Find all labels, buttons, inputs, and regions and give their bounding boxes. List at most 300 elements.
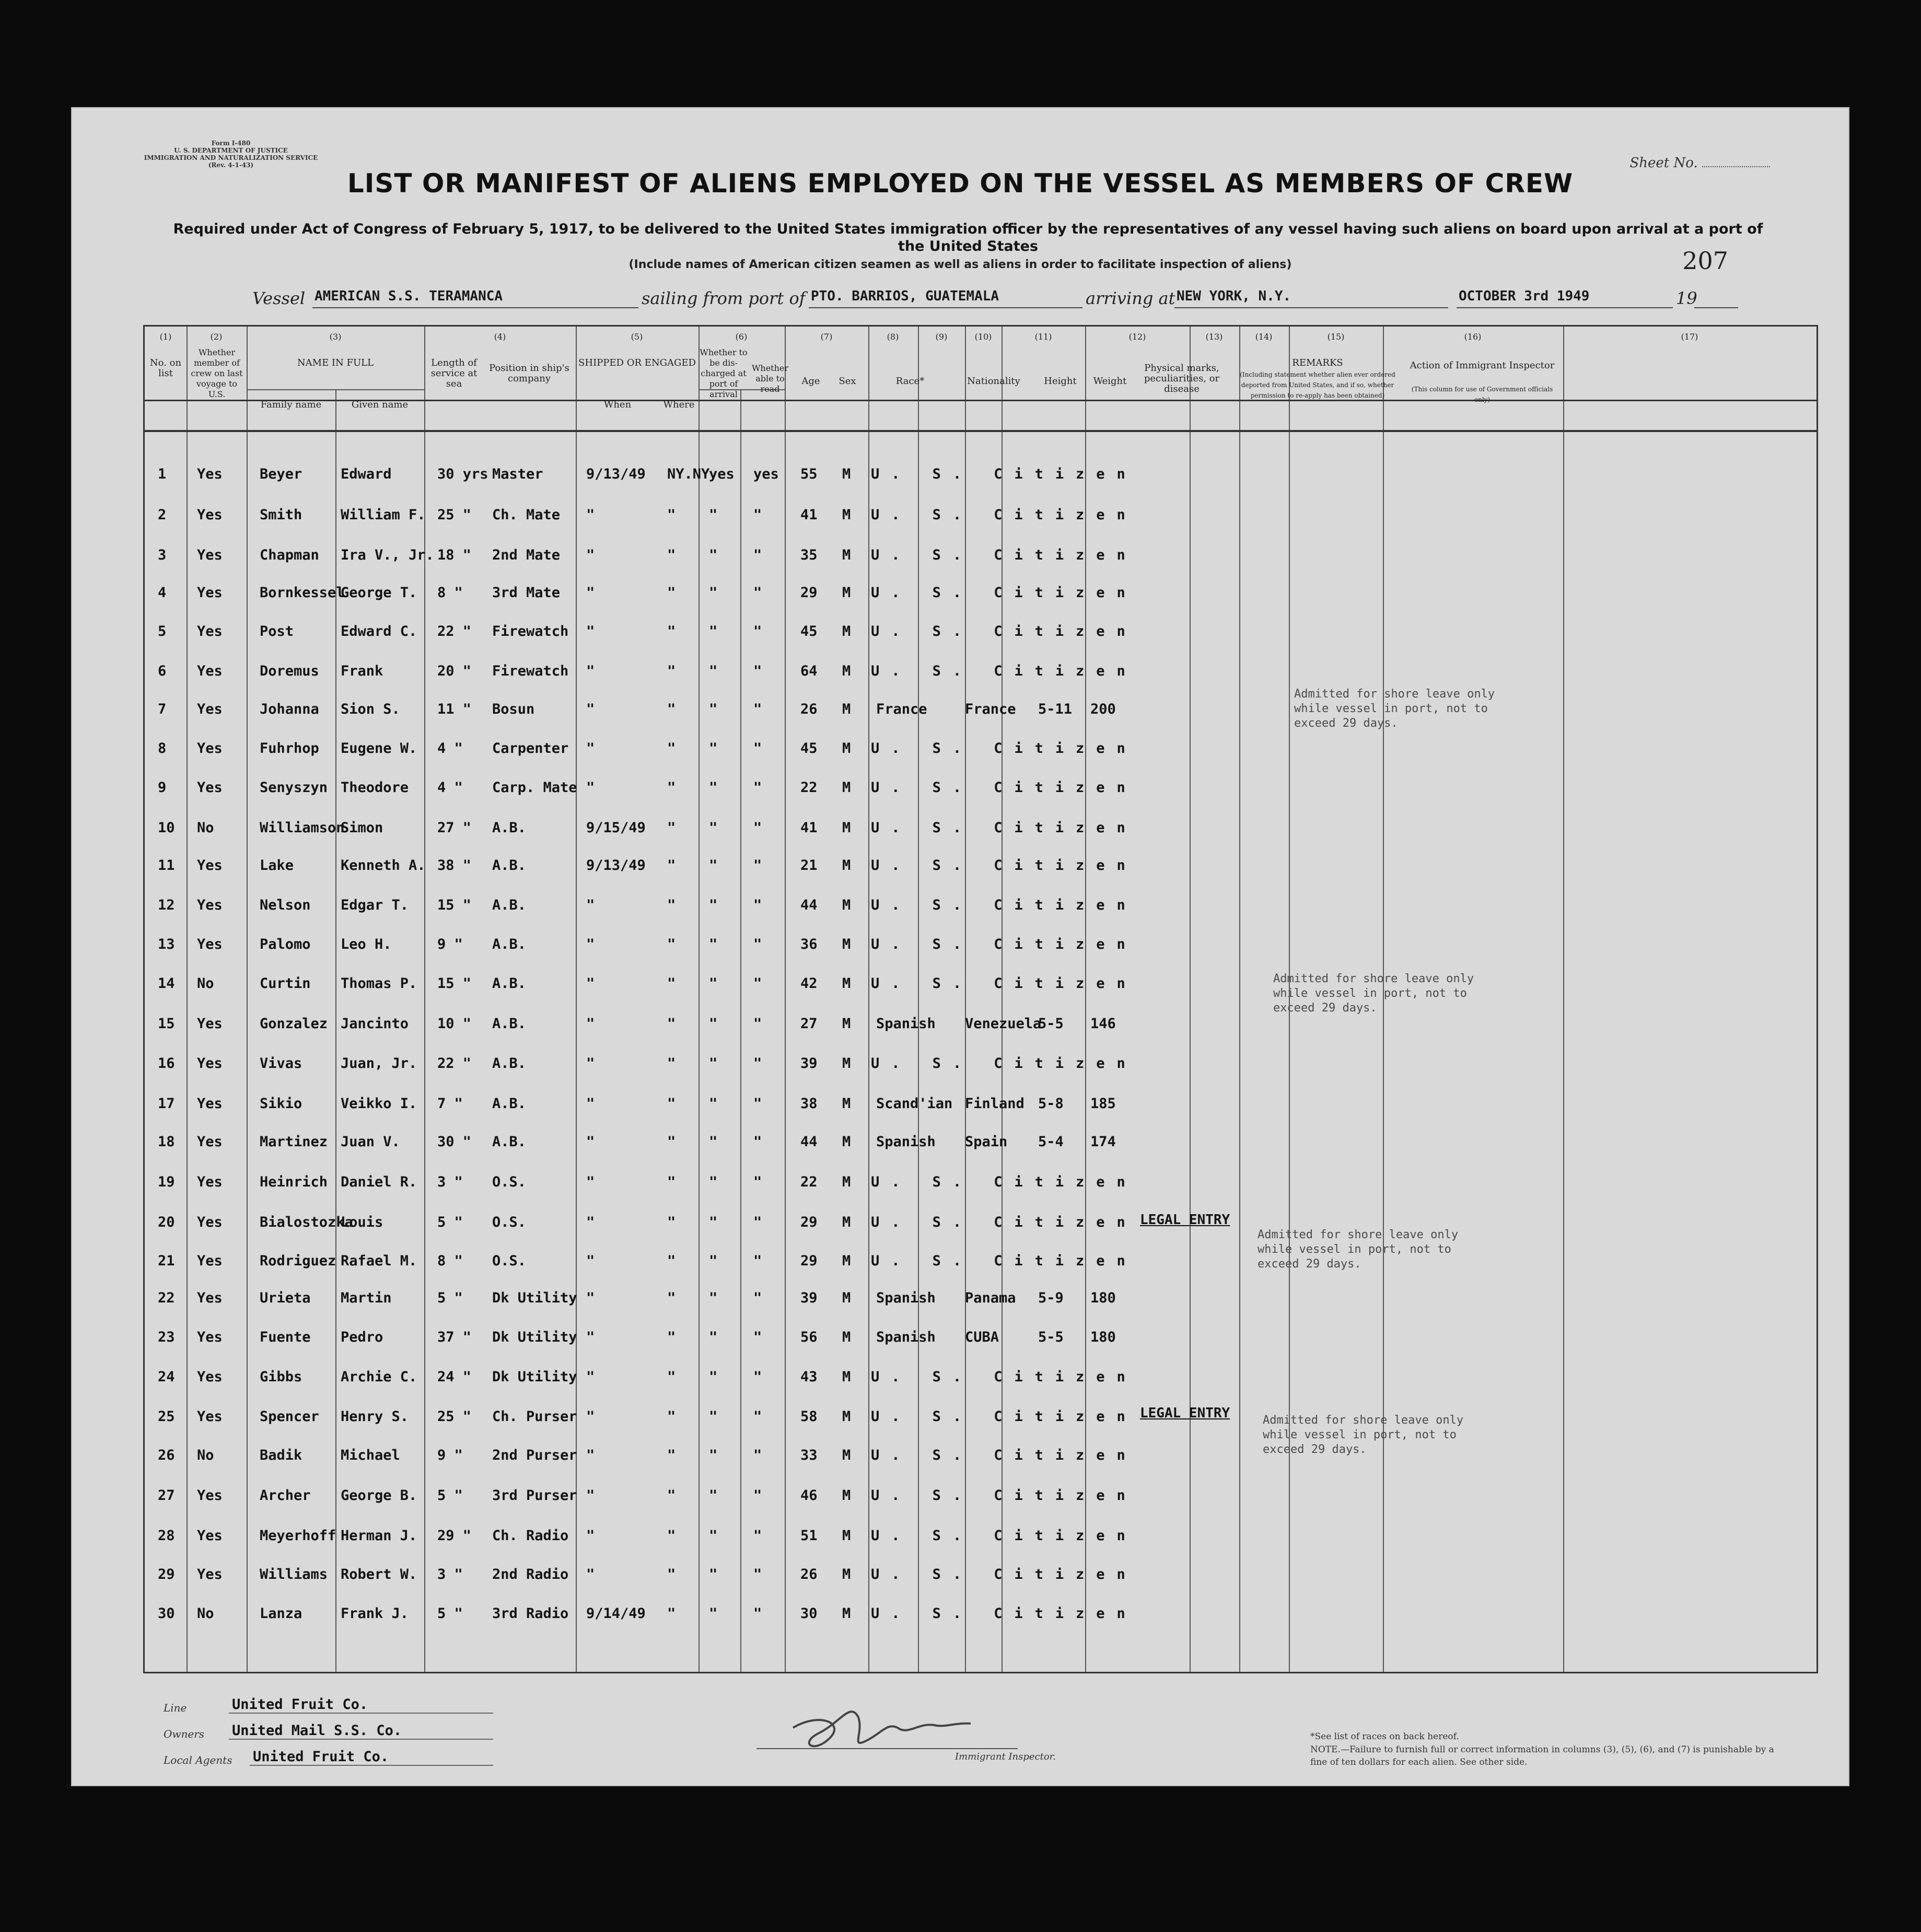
row-number: 1 <box>158 466 167 482</box>
header-action-sub: (This column for use of Government officials only) <box>1411 386 1553 403</box>
shipped-where: " <box>667 820 676 836</box>
crew-member-flag: Yes <box>197 779 223 796</box>
nationality: U. S. Citizen <box>871 1253 1137 1269</box>
arriving-label: arriving at <box>1086 288 1175 308</box>
shipped-where: " <box>667 507 676 523</box>
sex: M <box>842 1174 851 1190</box>
header-name-in-full: NAME IN FULL <box>297 357 374 368</box>
shipped-when: " <box>586 547 595 563</box>
shipped-when: " <box>586 1055 595 1072</box>
age: 64 <box>800 663 818 679</box>
family-name: Senyszyn <box>260 779 328 796</box>
row-number: 9 <box>158 779 167 796</box>
discharge-flag: yes <box>709 466 735 482</box>
age: 43 <box>800 1369 818 1385</box>
crew-member-flag: Yes <box>197 1016 223 1032</box>
family-name: Rodriguez <box>260 1253 336 1269</box>
row-number: 28 <box>158 1528 175 1544</box>
row-number: 20 <box>158 1214 175 1230</box>
service-length: 30 yrs <box>437 466 488 482</box>
age: 38 <box>800 1096 818 1112</box>
weight: 180 <box>1090 1329 1116 1345</box>
nationality: U. S. Citizen <box>871 857 1137 874</box>
service-length: 5 " <box>437 1290 463 1306</box>
service-length: 11 " <box>437 701 472 717</box>
column-number: (9) <box>935 332 948 342</box>
able-to-read: " <box>753 585 762 601</box>
row-number: 8 <box>158 740 167 756</box>
shipped-when: 9/13/49 <box>586 857 646 874</box>
sex: M <box>842 897 851 913</box>
position: O.S. <box>492 1253 527 1269</box>
sex: M <box>842 1409 851 1425</box>
service-length: 4 " <box>437 779 463 796</box>
nationality: U. S. Citizen <box>871 1174 1137 1190</box>
shipped-when: " <box>586 779 595 796</box>
crew-member-flag: Yes <box>197 936 223 952</box>
position: 3rd Radio <box>492 1605 569 1622</box>
race: Scand'ian <box>876 1096 953 1112</box>
sex: M <box>842 857 851 874</box>
discharge-flag: " <box>709 1605 718 1622</box>
column-rule <box>1563 327 1564 1672</box>
service-length: 18 " <box>437 547 472 563</box>
shipped-where: " <box>667 1409 676 1425</box>
sailing-label: sailing from port of <box>642 288 806 308</box>
family-name: Fuhrhop <box>260 740 319 756</box>
shipped-when: " <box>586 1447 595 1463</box>
sex: M <box>842 1487 851 1504</box>
given-name: Sion S. <box>341 701 400 717</box>
given-name: Jancinto <box>341 1016 409 1032</box>
inspector-signature <box>746 1691 1039 1759</box>
crew-member-flag: Yes <box>197 1134 223 1150</box>
shipped-when: " <box>586 1566 595 1582</box>
given-name: Juan, Jr. <box>341 1055 417 1072</box>
column-rule <box>247 327 248 1672</box>
discharge-flag: " <box>709 1253 718 1269</box>
family-name: Lake <box>260 857 294 874</box>
age: 56 <box>800 1329 818 1345</box>
shore-leave-remark: Admitted for shore leave only while vessel in port, not to exceed 29 days. <box>1294 688 1495 730</box>
weight: 146 <box>1090 1016 1116 1032</box>
race: Spanish <box>876 1016 936 1032</box>
crew-member-flag: Yes <box>197 1096 223 1112</box>
shore-leave-remark: Admitted for shore leave only while vessel in port, not to exceed 29 days. <box>1273 972 1474 1015</box>
shipped-where: " <box>667 1214 676 1230</box>
discharge-flag: " <box>709 1528 718 1544</box>
row-number: 26 <box>158 1447 175 1463</box>
discharge-flag: " <box>709 623 718 639</box>
service-length: 15 " <box>437 897 472 913</box>
crew-member-flag: No <box>197 975 214 992</box>
family-name: Badik <box>260 1447 302 1463</box>
shipped-where: " <box>667 1605 676 1622</box>
penalty-note: NOTE.—Failure to furnish full or correct information in columns (3), (5), (6), and (7) is punishable by a fine of ten dollars for each alien. See other side. <box>1310 1744 1774 1767</box>
column-number: (8) <box>887 332 899 342</box>
given-name: Theodore <box>341 779 409 796</box>
given-name: Thomas P. <box>341 975 417 992</box>
service-length: 10 " <box>437 1016 472 1032</box>
inspector-label: Immigrant Inspector. <box>955 1751 1056 1762</box>
family-name: Heinrich <box>260 1174 328 1190</box>
column-number: (16) <box>1464 332 1482 342</box>
column-number: (13) <box>1205 332 1223 342</box>
able-to-read: " <box>753 507 762 523</box>
crew-member-flag: Yes <box>197 585 223 601</box>
service-length: 4 " <box>437 740 463 756</box>
able-to-read: " <box>753 547 762 563</box>
given-name: Leo H. <box>341 936 392 952</box>
manifest-sheet <box>71 107 1849 1786</box>
header-physical: Physical marks, peculiarities, or disease <box>1144 363 1220 394</box>
given-name: Rafael M. <box>341 1253 417 1269</box>
sex: M <box>842 623 851 639</box>
nationality: Panama <box>965 1290 1016 1306</box>
position: Ch. Purser <box>492 1409 577 1425</box>
header-where: Where <box>663 399 695 410</box>
column-number: (14) <box>1255 332 1273 342</box>
row-number: 17 <box>158 1096 175 1112</box>
sex: M <box>842 663 851 679</box>
nationality: U. S. Citizen <box>871 897 1137 913</box>
header-remarks-sub: (Including statement whether alien ever ordered deported from United States, and if so, whether permission to re-apply has been obtained) <box>1240 371 1395 399</box>
family-name: Post <box>260 623 294 639</box>
shipped-when: 9/13/49 <box>586 466 646 482</box>
discharge-flag: " <box>709 507 718 523</box>
discharge-flag: " <box>709 1447 718 1463</box>
shipped-where: " <box>667 1487 676 1504</box>
header-height: Height <box>1044 376 1077 387</box>
service-length: 3 " <box>437 1174 463 1190</box>
year-suffix: 19 <box>1676 288 1697 308</box>
column-rule <box>918 327 919 1672</box>
weight: 200 <box>1090 701 1116 717</box>
sex: M <box>842 975 851 992</box>
service-length: 20 " <box>437 663 472 679</box>
shipped-where: " <box>667 936 676 952</box>
column-number: (2) <box>210 332 223 342</box>
header-length-service: Length of service at sea <box>430 357 478 389</box>
shipped-where: " <box>667 1290 676 1306</box>
shipped-when: " <box>586 1369 595 1385</box>
discharge-flag: " <box>709 1566 718 1582</box>
row-number: 5 <box>158 623 167 639</box>
shipped-when: " <box>586 1174 595 1190</box>
shipped-where: " <box>667 1174 676 1190</box>
shipped-when: " <box>586 740 595 756</box>
column-number: (3) <box>329 332 342 342</box>
row-number: 22 <box>158 1290 175 1306</box>
service-name: IMMIGRATION AND NATURALIZATION SERVICE <box>144 154 318 161</box>
family-name: Meyerhoff <box>260 1528 336 1544</box>
service-length: 22 " <box>437 1055 472 1072</box>
height: 5-9 <box>1038 1290 1064 1306</box>
crew-table <box>143 325 1818 1673</box>
shipped-where: " <box>667 857 676 874</box>
nationality: U. S. Citizen <box>871 1055 1137 1072</box>
header-sex: Sex <box>839 376 856 387</box>
crew-member-flag: Yes <box>197 1487 223 1504</box>
requirement-text: Required under Act of Congress of February 5, 1917, to be delivered to the United States immigration officer by the representatives of any vessel having such aliens on board upon arrival at a port of the United States <box>173 221 1763 254</box>
shipped-split-rule <box>740 389 741 1672</box>
sex: M <box>842 1253 851 1269</box>
shipped-when: " <box>586 507 595 523</box>
row-number: 4 <box>158 585 167 601</box>
shipped-when: " <box>586 897 595 913</box>
height: 5-5 <box>1038 1016 1064 1032</box>
column-number: (12) <box>1128 332 1146 342</box>
position: Master <box>492 466 543 482</box>
age: 45 <box>800 740 818 756</box>
height: 5-11 <box>1038 701 1073 717</box>
nationality: U. S. Citizen <box>871 1528 1137 1544</box>
crew-member-flag: Yes <box>197 1174 223 1190</box>
family-name: Doremus <box>260 663 319 679</box>
crew-member-flag: Yes <box>197 466 223 482</box>
shipped-where: " <box>667 1329 676 1345</box>
crew-member-flag: Yes <box>197 1409 223 1425</box>
age: 36 <box>800 936 818 952</box>
header-no-on-list: No. on list <box>149 357 182 379</box>
row-number: 29 <box>158 1566 175 1582</box>
year-line <box>1694 288 1738 308</box>
age: 22 <box>800 779 818 796</box>
legal-entry-stamp: LEGAL ENTRY <box>1140 1405 1230 1421</box>
family-name: Williams <box>260 1566 328 1582</box>
shipped-where: " <box>667 1528 676 1544</box>
given-name: Eugene W. <box>341 740 417 756</box>
nationality: U. S. Citizen <box>871 585 1137 601</box>
crew-member-flag: Yes <box>197 897 223 913</box>
nationality: CUBA <box>965 1329 999 1345</box>
arrival-date: OCTOBER 3rd 1949 <box>1457 288 1673 308</box>
able-to-read: " <box>753 1369 762 1385</box>
age: 51 <box>800 1528 818 1544</box>
header-weight: Weight <box>1093 376 1127 387</box>
given-name: Kenneth A. <box>341 857 426 874</box>
shipped-when: " <box>586 1528 595 1544</box>
column-rule <box>187 327 188 1672</box>
shipped-where: " <box>667 1566 676 1582</box>
discharge-flag: " <box>709 1214 718 1230</box>
header-remarks: REMARKS <box>1292 357 1343 368</box>
able-to-read: " <box>753 740 762 756</box>
shipped-when: 9/14/49 <box>586 1605 646 1622</box>
row-number: 11 <box>158 857 175 874</box>
position: A.B. <box>492 936 527 952</box>
position: A.B. <box>492 1134 527 1150</box>
given-name: Robert W. <box>341 1566 417 1582</box>
column-number: (6) <box>735 332 748 342</box>
service-length: 25 " <box>437 1409 472 1425</box>
nationality: Finland <box>965 1096 1024 1112</box>
given-name: Louis <box>341 1214 383 1230</box>
row-number: 23 <box>158 1329 175 1345</box>
header-race: Race* <box>895 376 925 387</box>
column-number: (15) <box>1327 332 1345 342</box>
discharge-flag: " <box>709 857 718 874</box>
header-family-name: Family name <box>260 399 322 410</box>
discharge-flag: " <box>709 1369 718 1385</box>
sex: M <box>842 1566 851 1582</box>
family-name: Nelson <box>260 897 311 913</box>
able-to-read: " <box>753 1409 762 1425</box>
position: Bosun <box>492 701 535 717</box>
shipped-when: " <box>586 1253 595 1269</box>
discharge-flag: " <box>709 1409 718 1425</box>
age: 41 <box>800 507 818 523</box>
sheet-label: Sheet No. <box>1629 155 1698 171</box>
able-to-read: " <box>753 1174 762 1190</box>
row-number: 12 <box>158 897 175 913</box>
sex: M <box>842 507 851 523</box>
weight: 174 <box>1090 1134 1116 1150</box>
nationality: U. S. Citizen <box>871 507 1137 523</box>
nationality: U. S. Citizen <box>871 1409 1137 1425</box>
height: 5-5 <box>1038 1329 1064 1345</box>
given-name: Martin <box>341 1290 392 1306</box>
service-length: 37 " <box>437 1329 472 1345</box>
column-number: (11) <box>1034 332 1052 342</box>
nationality: Spain <box>965 1134 1008 1150</box>
sex: M <box>842 466 851 482</box>
discharge-flag: " <box>709 1055 718 1072</box>
nationality: U. S. Citizen <box>871 1214 1137 1230</box>
column-number: (1) <box>159 332 172 342</box>
shipped-when: " <box>586 1290 595 1306</box>
column-number: (7) <box>820 332 833 342</box>
shipped-when: " <box>586 663 595 679</box>
height: 5-8 <box>1038 1096 1064 1112</box>
age: 29 <box>800 1214 818 1230</box>
position: A.B. <box>492 857 527 874</box>
able-to-read: " <box>753 701 762 717</box>
shipped-where: " <box>667 1096 676 1112</box>
able-to-read: " <box>753 1096 762 1112</box>
column-number: (10) <box>974 332 992 342</box>
column-rule <box>1085 327 1086 1672</box>
sex: M <box>842 1605 851 1622</box>
shipped-where: " <box>667 897 676 913</box>
header-discharged: Whether to be dis- charged at port of arrival <box>700 347 748 399</box>
row-number: 16 <box>158 1055 175 1072</box>
age: 44 <box>800 1134 818 1150</box>
row-number: 7 <box>158 701 167 717</box>
shipped-when: " <box>586 1329 595 1345</box>
family-name: Fuente <box>260 1329 311 1345</box>
row-number: 30 <box>158 1605 175 1622</box>
position: A.B. <box>492 1096 527 1112</box>
age: 26 <box>800 701 818 717</box>
service-length: 22 " <box>437 623 472 639</box>
shipped-where: " <box>667 663 676 679</box>
crew-member-flag: Yes <box>197 1253 223 1269</box>
family-name: Sikio <box>260 1096 302 1112</box>
service-length: 5 " <box>437 1487 463 1504</box>
nationality: U. S. Citizen <box>871 740 1137 756</box>
nationality: U. S. Citizen <box>871 936 1137 952</box>
discharge-flag: " <box>709 1290 718 1306</box>
row-number: 10 <box>158 820 175 836</box>
discharge-flag: " <box>709 740 718 756</box>
sex: M <box>842 1134 851 1150</box>
sex: M <box>842 1290 851 1306</box>
page-title: LIST OR MANIFEST OF ALIENS EMPLOYED ON THE VESSEL AS MEMBERS OF CREW <box>347 168 1574 199</box>
sex: M <box>842 1329 851 1345</box>
position: 2nd Purser <box>492 1447 577 1463</box>
service-length: 5 " <box>437 1605 463 1622</box>
shipped-when: " <box>586 701 595 717</box>
column-rule <box>1190 327 1191 1672</box>
service-length: 30 " <box>437 1134 472 1150</box>
sex: M <box>842 740 851 756</box>
able-to-read: " <box>753 1528 762 1544</box>
able-to-read: " <box>753 663 762 679</box>
sex: M <box>842 1369 851 1385</box>
able-to-read: " <box>753 623 762 639</box>
age: 21 <box>800 857 818 874</box>
position: Dk Utility <box>492 1329 577 1345</box>
crew-member-flag: Yes <box>197 663 223 679</box>
nationality: U. S. Citizen <box>871 820 1137 836</box>
race: France <box>876 701 927 717</box>
age: 44 <box>800 897 818 913</box>
given-name: Herman J. <box>341 1528 417 1544</box>
shipped-when: " <box>586 1134 595 1150</box>
able-to-read: " <box>753 1447 762 1463</box>
page-number: 207 <box>1682 247 1728 275</box>
crew-member-flag: Yes <box>197 1329 223 1345</box>
position: Firewatch <box>492 623 569 639</box>
family-name: Johanna <box>260 701 319 717</box>
nationality: U. S. Citizen <box>871 1369 1137 1385</box>
discharge-flag: " <box>709 936 718 952</box>
crew-member-flag: Yes <box>197 1566 223 1582</box>
service-length: 38 " <box>437 857 472 874</box>
row-number: 24 <box>158 1369 175 1385</box>
able-to-read: " <box>753 1214 762 1230</box>
sex: M <box>842 585 851 601</box>
shore-leave-remark: Admitted for shore leave only while vessel in port, not to exceed 29 days. <box>1263 1414 1464 1456</box>
name-split-rule <box>335 389 336 1672</box>
port-from: PTO. BARRIOS, GUATEMALA <box>809 288 1082 308</box>
age: 39 <box>800 1290 818 1306</box>
service-length: 7 " <box>437 1096 463 1112</box>
able-to-read: " <box>753 897 762 913</box>
family-name: Williamson <box>260 820 345 836</box>
shipped-when: " <box>586 1214 595 1230</box>
line-value: United Fruit Co. <box>229 1696 493 1714</box>
sex: M <box>842 547 851 563</box>
service-length: 9 " <box>437 936 463 952</box>
shipped-where: " <box>667 547 676 563</box>
shipped-where: " <box>667 623 676 639</box>
crew-member-flag: Yes <box>197 1055 223 1072</box>
row-number: 27 <box>158 1487 175 1504</box>
shipped-when: " <box>586 975 595 992</box>
service-length: 5 " <box>437 1214 463 1230</box>
age: 33 <box>800 1447 818 1463</box>
row-number: 25 <box>158 1409 175 1425</box>
family-name: Smith <box>260 507 302 523</box>
family-name: Bornkessel <box>260 585 345 601</box>
family-name: Lanza <box>260 1605 302 1622</box>
able-to-read: " <box>753 1016 762 1032</box>
service-length: 24 " <box>437 1369 472 1385</box>
header-able-read: Whether able to read <box>751 363 789 394</box>
weight: 180 <box>1090 1290 1116 1306</box>
